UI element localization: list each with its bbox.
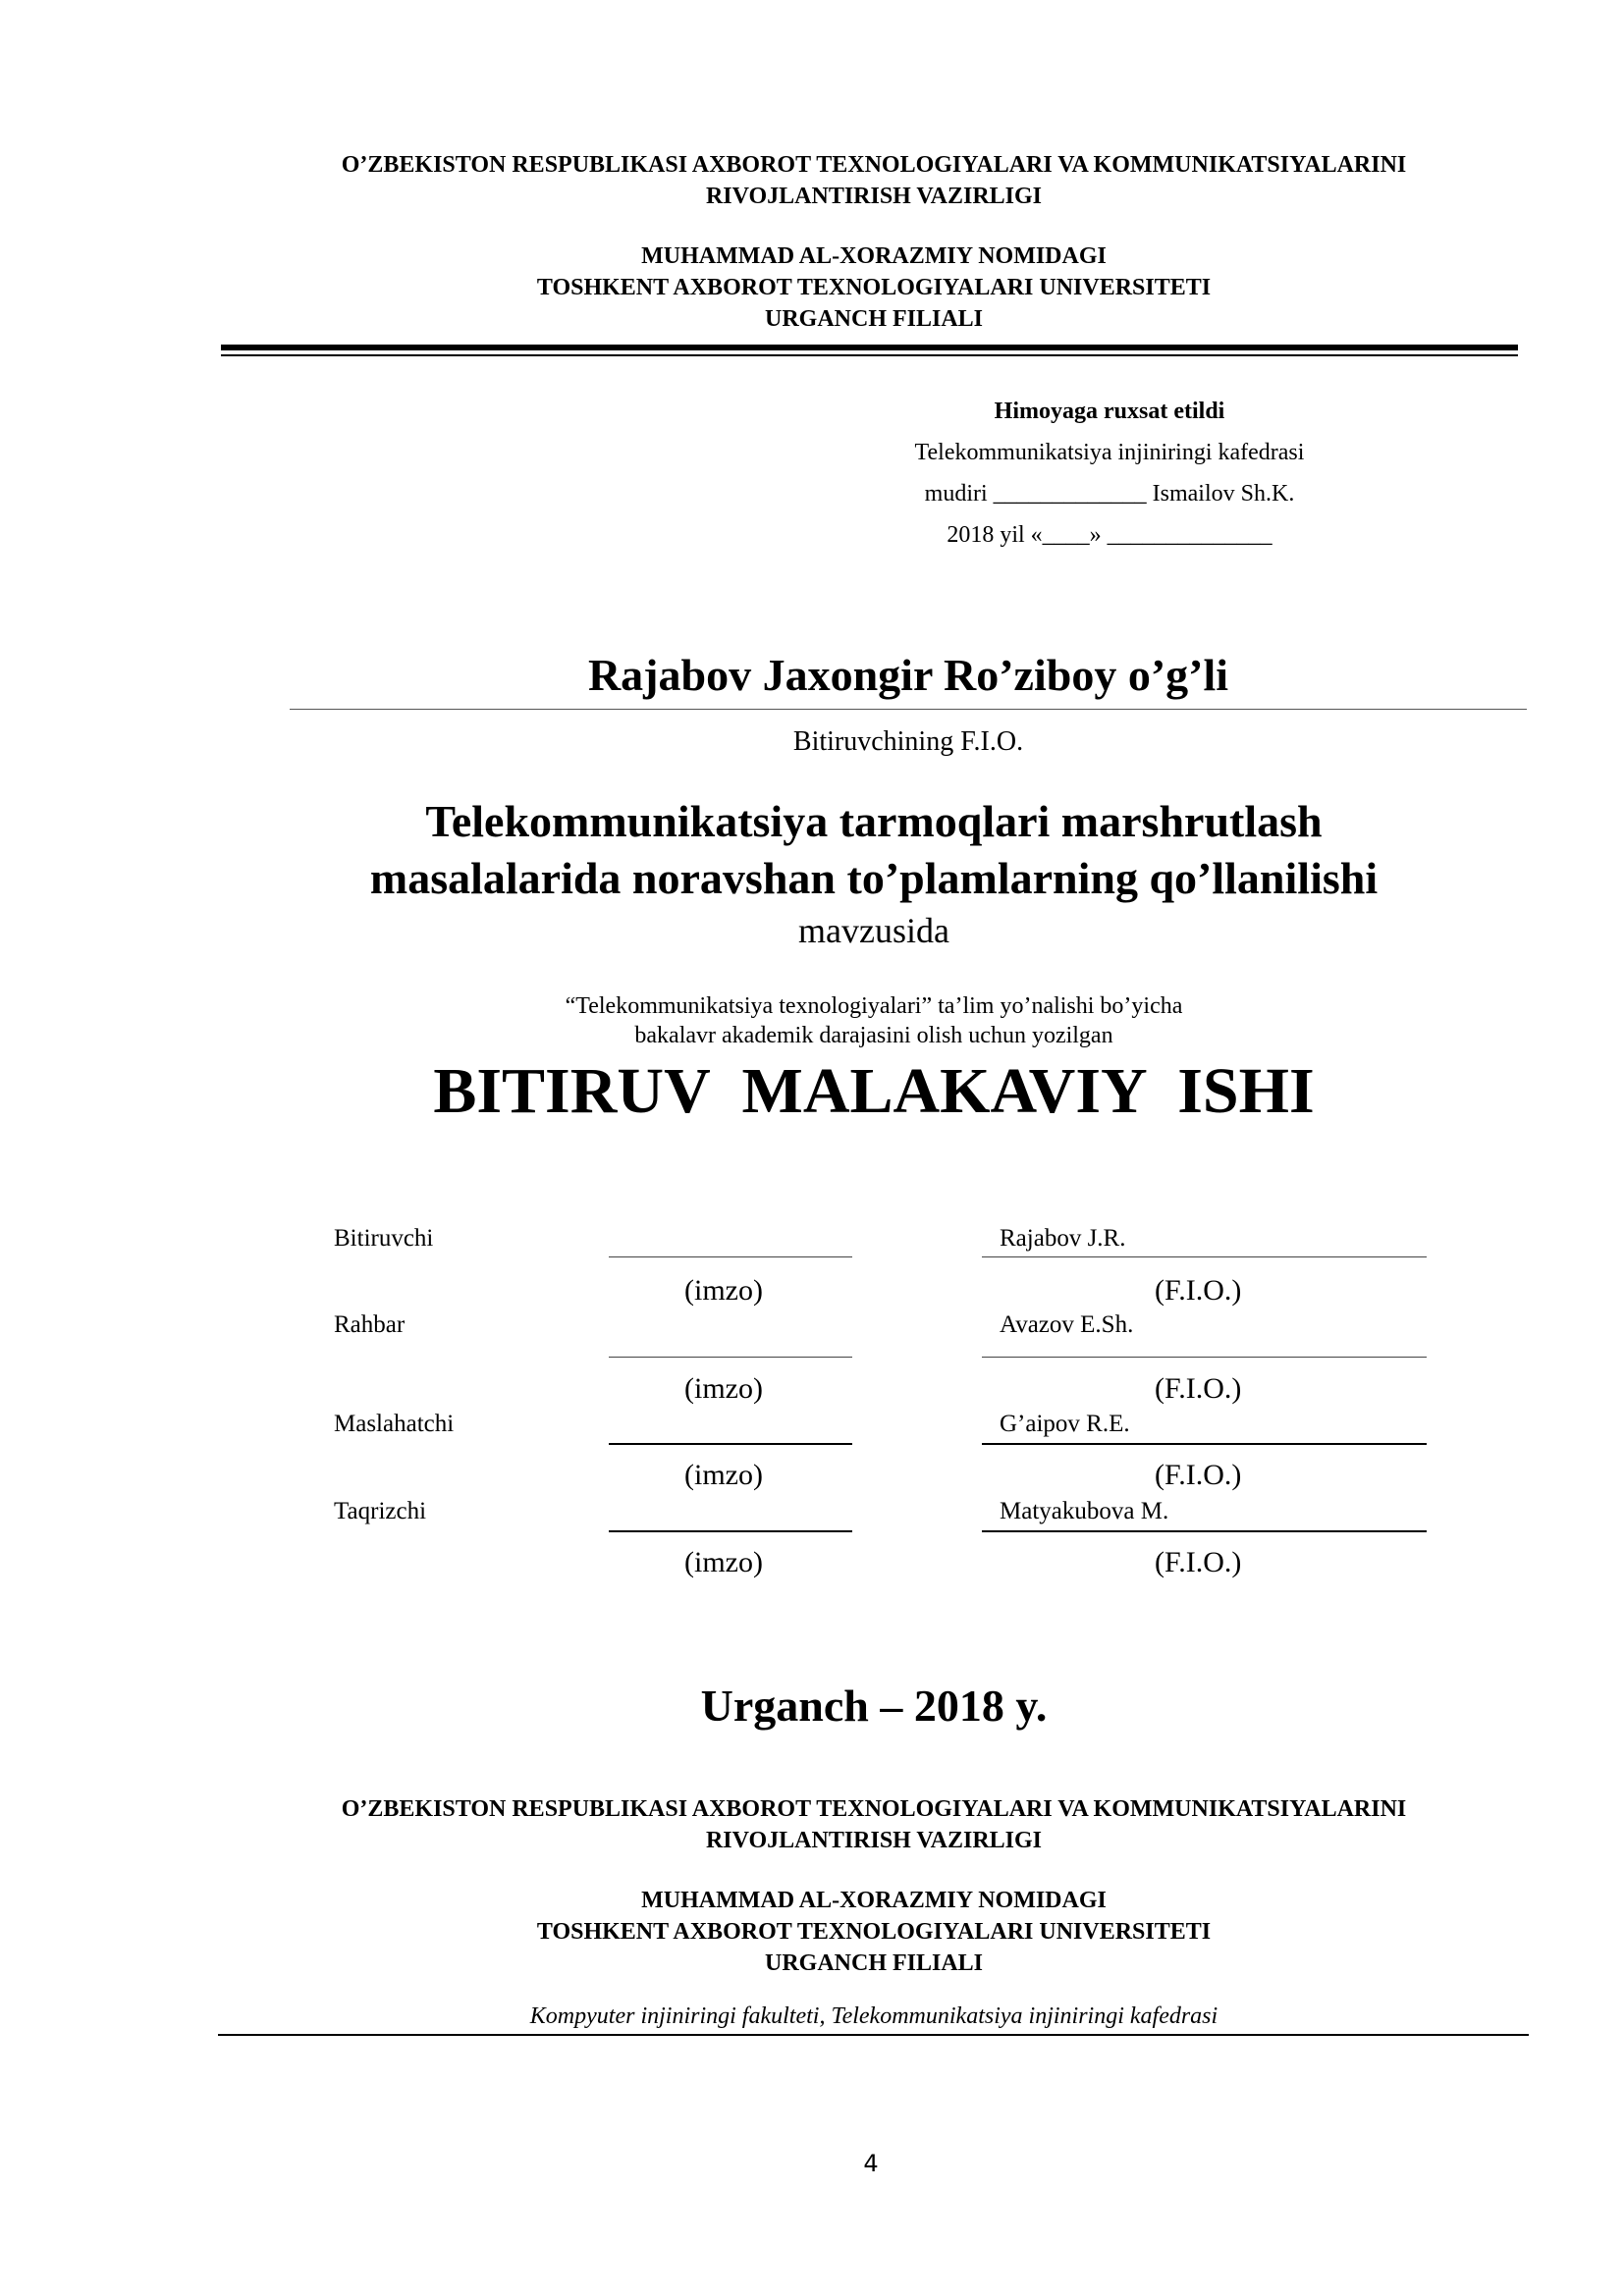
approval-date: 2018 yil «____» ______________ [947,522,1272,548]
page-number: 4 [863,2150,879,2177]
signature-fio: G’aipov R.E. [1000,1411,1130,1437]
faculty-line: Kompyuter injiniringi fakulteti, Telekommunikatsiya injiniringi kafedrasi [529,2003,1218,2029]
signature-line [609,1530,852,1532]
university-line-2-repeat: TOSHKENT AXBOROT TEXNOLOGIYALARI UNIVERSITETI [536,1919,1212,1945]
signature-role: Rahbar [334,1311,406,1338]
signature-role: Taqrizchi [334,1498,427,1524]
purpose-line-2: bakalavr akademik darajasini olish uchun yozilgan [634,1023,1113,1048]
sign-caption: (imzo) [684,1459,763,1491]
ministry-line-1-repeat: O’ZBEKISTON RESPUBLIKASI AXBOROT TEXNOLOGIYALARI VA KOMMUNIKATSIYALARINI [341,1796,1407,1822]
signature-line [609,1443,852,1445]
fio-line [982,1443,1427,1445]
university-line-2: TOSHKENT AXBOROT TEXNOLOGIYALARI UNIVERSITETI [536,275,1212,300]
signature-line [609,1357,852,1358]
fio-line [982,1256,1427,1257]
university-line-3-repeat: URGANCH FILIALI [764,1950,984,1976]
header-thin-rule [221,354,1518,356]
sign-caption: (imzo) [684,1274,763,1307]
fio-caption: (F.I.O.) [1155,1459,1242,1491]
approval-title: Himoyaga ruxsat etildi [994,399,1225,424]
signature-role: Maslahatchi [334,1411,455,1437]
ministry-line-2-repeat: RIVOJLANTIRISH VAZIRLIGI [705,1828,1043,1853]
ministry-line-2: RIVOJLANTIRISH VAZIRLIGI [705,184,1043,209]
faculty-underline [218,2034,1529,2036]
fio-caption: (F.I.O.) [1155,1274,1242,1307]
fio-caption: (F.I.O.) [1155,1372,1242,1405]
graduate-name-caption: Bitiruvchining F.I.O. [792,726,1024,757]
fio-caption: (F.I.O.) [1155,1546,1242,1578]
signature-line [609,1256,852,1257]
approval-department: Telekommunikatsiya injiniringi kafedrasi [914,440,1305,465]
header-thick-rule [221,345,1518,350]
university-line-3: URGANCH FILIALI [764,306,984,332]
purpose-line-1: “Telekommunikatsiya texnologiyalari” ta’lim yo’nalishi bo’yicha [565,993,1183,1019]
fio-line [982,1357,1427,1358]
approval-head: mudiri _____________ Ismailov Sh.K. [924,481,1295,507]
sign-caption: (imzo) [684,1372,763,1405]
place-year: Urganch – 2018 y. [700,1681,1048,1731]
sign-caption: (imzo) [684,1546,763,1578]
graduate-name-underline [290,709,1527,710]
signature-fio: Avazov E.Sh. [1000,1311,1134,1338]
topic-line-1: Telekommunikatsiya tarmoqlari marshrutlash [425,796,1323,846]
signature-role: Bitiruvchi [334,1225,434,1252]
topic-suffix: mavzusida [798,911,949,950]
topic-line-2: masalalarida noravshan to’plamlarning qo’llanilishi [369,853,1379,903]
university-line-1: MUHAMMAD AL-XORAZMIY NOMIDAGI [641,243,1107,269]
graduate-name: Rajabov Jaxongir Ro’ziboy o’g’li [587,650,1229,700]
signature-fio: Matyakubova M. [1000,1498,1169,1524]
university-line-1-repeat: MUHAMMAD AL-XORAZMIY NOMIDAGI [641,1888,1107,1913]
signature-fio: Rajabov J.R. [1000,1225,1126,1252]
fio-line [982,1530,1427,1532]
work-title: BITIRUV MALAKAVIY ISHI [433,1055,1315,1127]
ministry-line-1: O’ZBEKISTON RESPUBLIKASI AXBOROT TEXNOLOGIYALARI VA KOMMUNIKATSIYALARINI [341,152,1407,178]
